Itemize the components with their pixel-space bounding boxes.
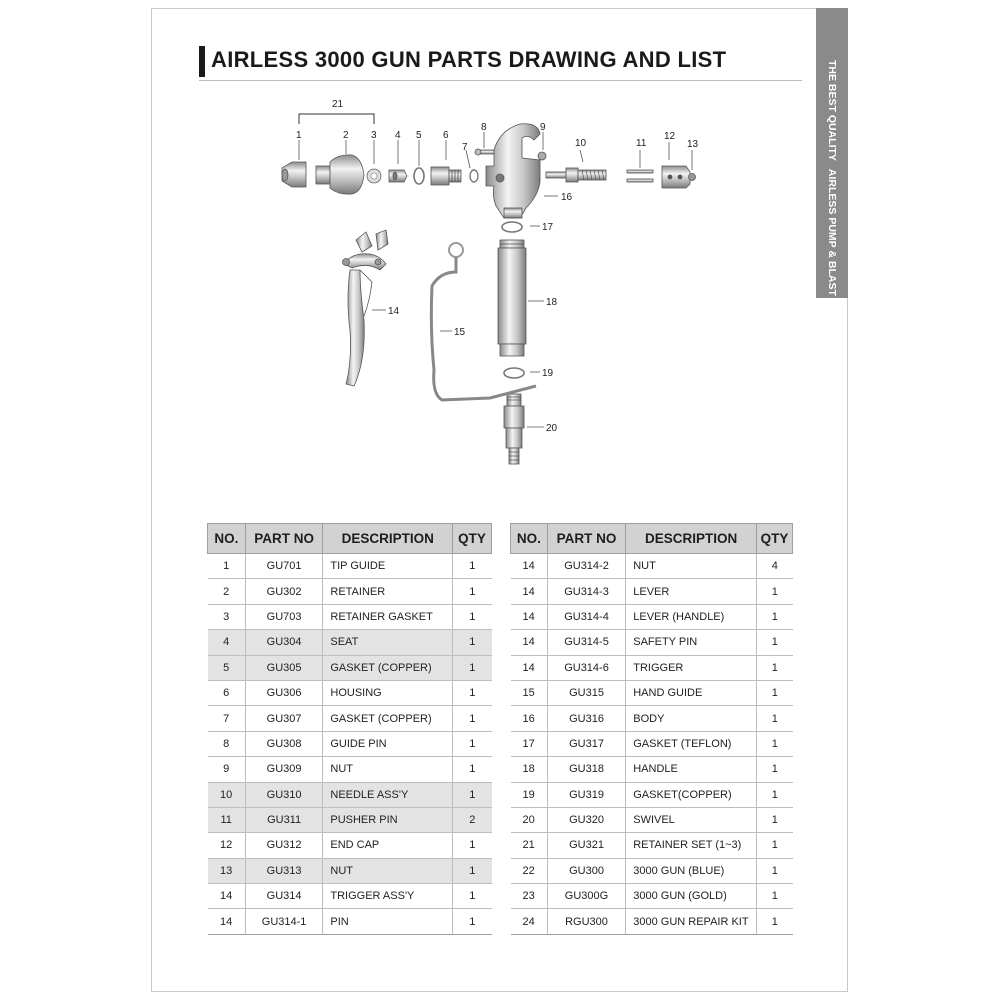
table-row xyxy=(208,604,492,629)
cell-part-no: GU314-4 xyxy=(547,604,625,629)
cell-description: HOUSING xyxy=(323,680,453,705)
cell-qty: 2 xyxy=(453,807,492,832)
cell-description: BODY xyxy=(626,706,757,731)
cell-part-no: GU309 xyxy=(245,757,323,782)
cell-qty: 1 xyxy=(453,757,492,782)
callout-label: 5 xyxy=(416,130,422,141)
table-row xyxy=(208,909,492,934)
callout-label: 17 xyxy=(542,222,554,233)
cell-description: 3000 GUN (GOLD) xyxy=(626,884,757,909)
cell-qty: 1 xyxy=(757,833,793,858)
table-row xyxy=(511,655,793,680)
cell-no: 12 xyxy=(208,833,246,858)
col-header-part-no: PART NO xyxy=(245,524,323,554)
table-row xyxy=(511,731,793,756)
callout-label: 16 xyxy=(561,192,573,203)
callout-label: 20 xyxy=(546,423,558,434)
cell-qty: 1 xyxy=(757,706,793,731)
cell-no: 16 xyxy=(511,706,548,731)
callout-label: 7 xyxy=(462,142,468,153)
cell-part-no: GU321 xyxy=(547,833,625,858)
table-row xyxy=(511,680,793,705)
cell-no: 5 xyxy=(208,655,246,680)
cell-no: 4 xyxy=(208,630,246,655)
side-tab-line1: THE BEST QUALITY xyxy=(826,60,838,161)
cell-part-no: GU319 xyxy=(547,782,625,807)
callout-label: 13 xyxy=(687,139,699,150)
cell-description: NUT xyxy=(626,554,757,579)
table-row xyxy=(208,630,492,655)
part-3-retainer-gasket xyxy=(367,169,381,183)
part-14-trigger xyxy=(343,230,389,386)
callout-label: 3 xyxy=(371,130,377,141)
callout-label: 9 xyxy=(540,122,546,133)
cell-description: HANDLE xyxy=(626,757,757,782)
callout-label: 8 xyxy=(481,122,487,133)
cell-qty: 1 xyxy=(453,833,492,858)
cell-description: PIN xyxy=(323,909,453,934)
cell-description: HAND GUIDE xyxy=(626,680,757,705)
part-1-tip-guide xyxy=(282,162,306,187)
table-row xyxy=(511,579,793,604)
table-row xyxy=(511,782,793,807)
table-row xyxy=(208,579,492,604)
cell-qty: 1 xyxy=(453,884,492,909)
cell-part-no: GU314-2 xyxy=(547,554,625,579)
cell-qty: 1 xyxy=(757,884,793,909)
part-11-pusher-pins xyxy=(627,170,653,182)
callout-label: 21 xyxy=(332,99,344,110)
part-12-end-cap xyxy=(662,166,690,188)
cell-part-no: GU307 xyxy=(245,706,323,731)
col-header-description: DESCRIPTION xyxy=(323,524,453,554)
cell-description: 3000 GUN (BLUE) xyxy=(626,858,757,883)
table-row xyxy=(208,706,492,731)
callout-label: 19 xyxy=(542,368,554,379)
cell-description: SAFETY PIN xyxy=(626,630,757,655)
cell-no: 17 xyxy=(511,731,548,756)
cell-qty: 1 xyxy=(757,807,793,832)
cell-no: 14 xyxy=(511,655,548,680)
cell-no: 18 xyxy=(511,757,548,782)
cell-description: SEAT xyxy=(323,630,453,655)
cell-description: RETAINER xyxy=(323,579,453,604)
cell-no: 13 xyxy=(208,858,246,883)
table-row xyxy=(511,706,793,731)
callout-label: 15 xyxy=(454,327,466,338)
callout-label: 4 xyxy=(395,130,401,141)
cell-description: LEVER xyxy=(626,579,757,604)
page-title: AIRLESS 3000 GUN PARTS DRAWING AND LIST xyxy=(211,47,727,72)
part-17-gasket xyxy=(502,222,522,232)
cell-description: RETAINER GASKET xyxy=(323,604,453,629)
part-6-housing xyxy=(431,167,461,185)
cell-description: NEEDLE ASS'Y xyxy=(323,782,453,807)
cell-part-no: GU314-1 xyxy=(245,909,323,934)
cell-no: 2 xyxy=(208,579,246,604)
col-header-no: NO. xyxy=(208,524,246,554)
cell-description: GASKET (COPPER) xyxy=(323,655,453,680)
table-header-row xyxy=(511,524,793,554)
part-10-needle xyxy=(546,168,606,182)
part-7-gasket xyxy=(470,170,478,182)
callout-label: 11 xyxy=(636,138,647,149)
cell-qty: 1 xyxy=(453,604,492,629)
cell-no: 8 xyxy=(208,731,246,756)
cell-no: 19 xyxy=(511,782,548,807)
table-row xyxy=(208,884,492,909)
cell-part-no: GU318 xyxy=(547,757,625,782)
part-18-handle xyxy=(498,240,526,356)
cell-part-no: GU701 xyxy=(245,554,323,579)
cell-description: GASKET (TEFLON) xyxy=(626,731,757,756)
parts-table-left xyxy=(207,523,492,935)
table-row xyxy=(208,782,492,807)
cell-no: 24 xyxy=(511,909,548,934)
part-16-body xyxy=(486,124,540,218)
part-4-seat xyxy=(389,170,407,182)
cell-no: 11 xyxy=(208,807,246,832)
table-row xyxy=(208,554,492,579)
part-13-nut xyxy=(689,174,696,181)
cell-part-no: GU314-6 xyxy=(547,655,625,680)
callout-label: 10 xyxy=(575,138,587,149)
bracket-21 xyxy=(299,114,374,124)
cell-description: NUT xyxy=(323,757,453,782)
parts-table-right xyxy=(510,523,793,935)
cell-description: GASKET(COPPER) xyxy=(626,782,757,807)
part-19-gasket xyxy=(504,368,524,378)
cell-part-no: GU308 xyxy=(245,731,323,756)
cell-qty: 1 xyxy=(757,757,793,782)
cell-qty: 4 xyxy=(757,554,793,579)
cell-no: 14 xyxy=(511,604,548,629)
cell-no: 9 xyxy=(208,757,246,782)
cell-qty: 1 xyxy=(453,782,492,807)
cell-description: PUSHER PIN xyxy=(323,807,453,832)
cell-qty: 1 xyxy=(757,655,793,680)
cell-part-no: GU300G xyxy=(547,884,625,909)
cell-qty: 1 xyxy=(453,706,492,731)
table-header-row xyxy=(208,524,492,554)
cell-qty: 1 xyxy=(453,554,492,579)
table-row xyxy=(208,858,492,883)
cell-no: 14 xyxy=(208,884,246,909)
cell-part-no: GU315 xyxy=(547,680,625,705)
cell-part-no: GU703 xyxy=(245,604,323,629)
cell-part-no: GU310 xyxy=(245,782,323,807)
cell-description: TRIGGER ASS'Y xyxy=(323,884,453,909)
cell-part-no: GU314-3 xyxy=(547,579,625,604)
cell-no: 14 xyxy=(208,909,246,934)
callout-label: 2 xyxy=(343,130,349,141)
cell-no: 20 xyxy=(511,807,548,832)
cell-part-no: GU306 xyxy=(245,680,323,705)
table-row xyxy=(208,680,492,705)
cell-no: 7 xyxy=(208,706,246,731)
cell-qty: 1 xyxy=(757,604,793,629)
table-row xyxy=(208,731,492,756)
cell-qty: 1 xyxy=(453,680,492,705)
cell-no: 10 xyxy=(208,782,246,807)
table-row xyxy=(511,807,793,832)
cell-description: NUT xyxy=(323,858,453,883)
cell-description: SWIVEL xyxy=(626,807,757,832)
cell-qty: 1 xyxy=(453,731,492,756)
table-row xyxy=(208,757,492,782)
callout-label: 18 xyxy=(546,297,558,308)
cell-no: 15 xyxy=(511,680,548,705)
col-header-no: NO. xyxy=(511,524,548,554)
cell-part-no: GU305 xyxy=(245,655,323,680)
cell-no: 14 xyxy=(511,630,548,655)
cell-qty: 1 xyxy=(757,782,793,807)
cell-part-no: GU317 xyxy=(547,731,625,756)
col-header-qty: QTY xyxy=(757,524,793,554)
cell-no: 23 xyxy=(511,884,548,909)
cell-part-no: GU300 xyxy=(547,858,625,883)
table-row xyxy=(511,833,793,858)
cell-no: 14 xyxy=(511,554,548,579)
cell-qty: 1 xyxy=(757,731,793,756)
cell-qty: 1 xyxy=(453,630,492,655)
cell-description: 3000 GUN REPAIR KIT xyxy=(626,909,757,934)
cell-no: 21 xyxy=(511,833,548,858)
part-5-gasket xyxy=(414,168,424,184)
table-row xyxy=(511,554,793,579)
cell-qty: 1 xyxy=(757,680,793,705)
cell-description: GUIDE PIN xyxy=(323,731,453,756)
callout-label: 14 xyxy=(388,306,400,317)
cell-part-no: GU312 xyxy=(245,833,323,858)
part-20-swivel xyxy=(504,394,524,464)
cell-description: RETAINER SET (1~3) xyxy=(626,833,757,858)
cell-part-no: RGU300 xyxy=(547,909,625,934)
table-row xyxy=(208,655,492,680)
cell-no: 14 xyxy=(511,579,548,604)
table-row xyxy=(208,807,492,832)
cell-qty: 1 xyxy=(757,858,793,883)
col-header-description: DESCRIPTION xyxy=(626,524,757,554)
cell-qty: 1 xyxy=(757,579,793,604)
table-row xyxy=(208,833,492,858)
table-row xyxy=(511,909,793,934)
cell-description: TIP GUIDE xyxy=(323,554,453,579)
cell-part-no: GU314 xyxy=(245,884,323,909)
table-row xyxy=(511,858,793,883)
cell-no: 6 xyxy=(208,680,246,705)
cell-qty: 1 xyxy=(757,909,793,934)
table-row xyxy=(511,630,793,655)
table-row xyxy=(511,757,793,782)
col-header-part-no: PART NO xyxy=(547,524,625,554)
cell-no: 3 xyxy=(208,604,246,629)
cell-no: 1 xyxy=(208,554,246,579)
cell-part-no: GU304 xyxy=(245,630,323,655)
cell-description: LEVER (HANDLE) xyxy=(626,604,757,629)
cell-qty: 1 xyxy=(453,579,492,604)
callout-label: 12 xyxy=(664,131,676,142)
cell-qty: 1 xyxy=(453,858,492,883)
table-row xyxy=(511,604,793,629)
part-9-nut xyxy=(538,152,546,160)
callout-label: 1 xyxy=(296,130,302,141)
cell-part-no: GU314-5 xyxy=(547,630,625,655)
cell-description: END CAP xyxy=(323,833,453,858)
cell-description: TRIGGER xyxy=(626,655,757,680)
cell-qty: 1 xyxy=(453,909,492,934)
cell-qty: 1 xyxy=(757,630,793,655)
col-header-qty: QTY xyxy=(453,524,492,554)
callout-label: 6 xyxy=(443,130,449,141)
cell-part-no: GU313 xyxy=(245,858,323,883)
cell-no: 22 xyxy=(511,858,548,883)
side-tab-line2: AIRLESS PUMP & BLAST SYSTEM xyxy=(826,168,838,342)
cell-description: GASKET (COPPER) xyxy=(323,706,453,731)
table-row xyxy=(511,884,793,909)
cell-part-no: GU316 xyxy=(547,706,625,731)
part-2-retainer xyxy=(316,155,364,194)
cell-part-no: GU320 xyxy=(547,807,625,832)
cell-qty: 1 xyxy=(453,655,492,680)
cell-part-no: GU311 xyxy=(245,807,323,832)
cell-part-no: GU302 xyxy=(245,579,323,604)
